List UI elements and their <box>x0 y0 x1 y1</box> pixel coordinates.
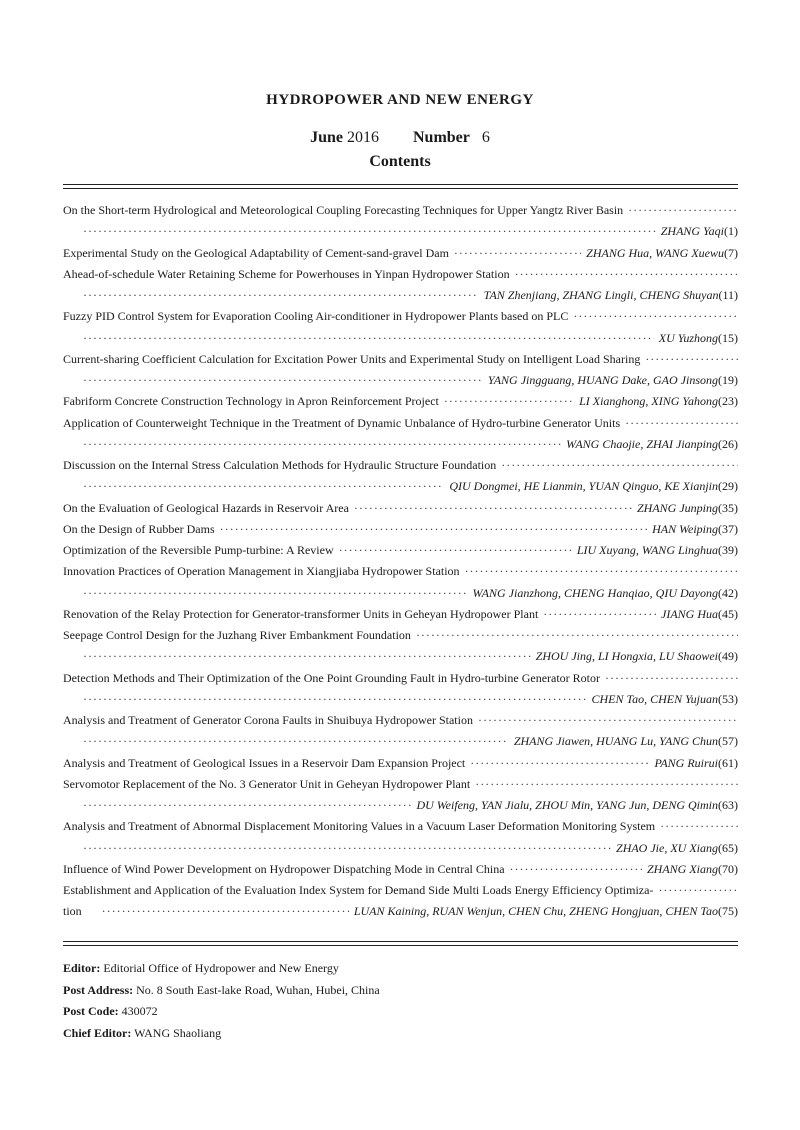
entry-authors: ZHAO Jie, XU Xiang <box>616 840 718 855</box>
leader-dots <box>645 349 738 370</box>
leader-dots <box>465 561 738 582</box>
leader-dots <box>658 880 738 901</box>
entry-authors: YANG Jingguang, HUANG Dake, GAO Jinsong <box>487 373 718 387</box>
toc-entry <box>63 391 738 412</box>
toc-entry <box>63 774 738 817</box>
entry-authors: ZHANG Yaqi <box>660 224 724 239</box>
chief-editor-value: WANG Shaoliang <box>134 1025 222 1040</box>
chief-editor-label: Chief Editor: <box>63 1025 132 1040</box>
entry-title: Servomotor Replacement of the No. 3 Generator Unit in Geheyan Hydropower Plant <box>63 776 471 791</box>
table-of-contents <box>63 200 738 923</box>
entry-authors: DU Weifeng, YAN Jialu, ZHOU Min, YANG Jun, DENG Qimin <box>416 798 718 812</box>
entry-page: (61) <box>718 755 738 770</box>
toc-entry <box>63 625 738 668</box>
entry-title: Fabriform Concrete Construction Technology in Apron Reinforcement Project <box>63 394 439 409</box>
entry-page: (42) <box>718 585 738 600</box>
leader-dots <box>605 668 738 689</box>
toc-entry <box>63 413 738 456</box>
leader-dots <box>83 646 531 667</box>
leader-dots <box>454 243 581 264</box>
bottom-rule <box>63 941 738 942</box>
toc-entry <box>63 540 738 561</box>
entry-authors: LIU Xuyang, WANG Linghua <box>576 543 718 557</box>
entry-title: Current-sharing Coefficient Calculation for Excitation Power Units and Experimental Study on Intelligent Load Sharing <box>63 351 641 366</box>
entry-page: (7) <box>724 245 738 260</box>
entry-authors: ZHANG Jiawen, HUANG Lu, YANG Chun <box>513 734 718 749</box>
leader-dots <box>83 328 654 349</box>
entry-title: On the Short-term Hydrological and Meteorological Coupling Forecasting Techniques for Upper Yangtz River Basin <box>63 203 624 217</box>
leader-dots <box>83 434 561 455</box>
entry-title: Innovation Practices of Operation Management in Xiangjiaba Hydropower Station <box>63 564 460 579</box>
entry-title: Detection Methods and Their Optimization of the One Point Grounding Fault in Hydro-turbine Generator Rotor <box>63 670 601 685</box>
leader-dots <box>515 264 738 285</box>
entry-title: Ahead-of-schedule Water Retaining Scheme for Powerhouses in Yinpan Hydropower Station <box>63 266 510 281</box>
issue-year: 2016 <box>347 129 379 146</box>
entry-page: (39) <box>718 543 738 557</box>
toc-entry <box>63 816 738 859</box>
entry-authors: TAN Zhenjiang, ZHANG Lingli, CHENG Shuyan <box>483 288 719 302</box>
address-value: No. 8 South East-lake Road, Wuhan, Hubei, China <box>136 982 380 997</box>
toc-entry <box>63 604 738 625</box>
entry-title: Application of Counterweight Technique in the Treatment of Dynamic Unbalance of Hydro-turbine Generator Units <box>63 415 621 430</box>
entry-title: Analysis and Treatment of Abnormal Displacement Monitoring Values in a Vacuum Laser Deformation Monitoring System <box>63 819 656 834</box>
entry-authors: QIU Dongmei, HE Lianmin, YUAN Qinguo, KE Xianjin <box>449 479 718 494</box>
toc-entry <box>63 200 738 243</box>
leader-dots <box>660 816 738 837</box>
top-rule-2 <box>63 188 738 189</box>
chief-editor-line <box>63 1023 738 1045</box>
leader-dots <box>354 498 632 519</box>
issue-month: June <box>310 129 343 146</box>
entry-page: (11) <box>718 288 738 302</box>
leader-dots <box>83 476 444 497</box>
editorial-info <box>63 958 738 1044</box>
leader-dots <box>478 710 738 731</box>
bottom-rule-2 <box>63 945 738 946</box>
leader-dots <box>444 391 574 412</box>
entry-authors: WANG Chaojie, ZHAI Jianping <box>566 436 718 451</box>
leader-dots <box>625 413 738 434</box>
entry-page: (53) <box>718 691 738 706</box>
toc-entry <box>63 710 738 753</box>
toc-entry <box>63 859 738 880</box>
entry-authors: LI Xianghong, XING Yahong <box>579 394 718 409</box>
entry-page: (1) <box>724 224 738 239</box>
postcode-value: 430072 <box>121 1004 158 1018</box>
entry-authors: XU Yuzhong <box>658 330 718 345</box>
entry-title: Analysis and Treatment of Geological Issues in a Reservoir Dam Expansion Project <box>63 755 466 770</box>
entry-authors: ZHANG Xiang <box>646 861 718 876</box>
leader-dots <box>501 455 738 476</box>
entry-title: Experimental Study on the Geological Adaptability of Cement-sand-gravel Dam <box>63 245 449 260</box>
entry-page: (35) <box>718 500 738 515</box>
entry-page: (49) <box>718 649 738 664</box>
postcode-line <box>63 1001 738 1023</box>
top-rule <box>63 184 738 185</box>
leader-dots <box>83 838 611 859</box>
toc-entry <box>63 243 738 264</box>
entry-page: (15) <box>718 330 738 345</box>
entry-page: (70) <box>718 861 738 876</box>
leader-dots <box>475 774 738 795</box>
toc-entry <box>63 561 738 604</box>
entry-title: On the Evaluation of Geological Hazards in Reservoir Area <box>63 500 349 515</box>
entry-title: Influence of Wind Power Development on Hydropower Dispatching Mode in Central China <box>63 861 505 876</box>
journal-title: HYDROPOWER AND NEW ENERGY <box>266 92 534 108</box>
leader-dots <box>83 221 656 242</box>
leader-dots <box>543 604 656 625</box>
entry-title: On the Design of Rubber Dams <box>63 521 215 536</box>
editor-value: Editorial Office of Hydropower and New Energy <box>103 961 339 975</box>
entry-authors: JIANG Hua <box>661 606 718 621</box>
toc-entry <box>63 306 738 349</box>
entry-authors: HAN Weiping <box>652 521 718 536</box>
postcode-label: Post Code: <box>63 1004 119 1018</box>
address-label: Post Address: <box>63 982 134 997</box>
entry-authors: LUAN Kaining, RUAN Wenjun, CHEN Chu, ZHENG Hongjuan, CHEN Tao <box>353 904 718 919</box>
toc-entry <box>63 668 738 711</box>
entry-authors: PANG Ruirui <box>654 755 718 770</box>
leader-dots <box>83 731 509 752</box>
entry-title: Establishment and Application of the Evaluation Index System for Demand Side Multi Loads Energy Efficiency Optimiza- <box>63 883 654 897</box>
entry-page: (75) <box>718 904 738 919</box>
contents-title: Contents <box>369 153 431 170</box>
entry-authors: ZHANG Hua, WANG Xuewu <box>586 245 724 260</box>
leader-dots <box>339 540 572 561</box>
leader-dots <box>416 625 738 646</box>
leader-dots <box>83 795 411 816</box>
leader-dots <box>470 753 649 774</box>
editor-label: Editor: <box>63 961 101 975</box>
toc-entry <box>63 455 738 498</box>
entry-title-continued: tion <box>63 904 82 919</box>
entry-page: (65) <box>718 840 738 855</box>
entry-authors: ZHANG Junping <box>637 500 718 515</box>
toc-entry <box>63 880 738 923</box>
leader-dots <box>83 285 479 306</box>
address-line <box>63 980 738 1002</box>
toc-entry <box>63 264 738 307</box>
leader-dots <box>83 370 483 391</box>
entry-page: (63) <box>718 798 738 812</box>
entry-page: (45) <box>718 606 738 621</box>
toc-entry <box>63 349 738 392</box>
entry-title: Fuzzy PID Control System for Evaporation Cooling Air-conditioner in Hydropower Plants based on PLC <box>63 309 569 324</box>
entry-authors: ZHOU Jing, LI Hongxia, LU Shaowei <box>535 649 718 664</box>
entry-title: Optimization of the Reversible Pump-turbine: A Review <box>63 543 334 557</box>
leader-dots <box>220 519 647 540</box>
editor-line <box>63 958 738 980</box>
leader-dots <box>510 859 642 880</box>
leader-dots <box>83 583 468 604</box>
entry-page: (57) <box>718 734 738 749</box>
entry-page: (26) <box>718 436 738 451</box>
leader-dots <box>102 901 349 922</box>
entry-page: (23) <box>718 394 738 409</box>
entry-title: Discussion on the Internal Stress Calculation Methods for Hydraulic Structure Foundation <box>63 458 497 472</box>
entry-page: (37) <box>718 521 738 536</box>
toc-entry <box>63 519 738 540</box>
issue-number-label: Number <box>413 129 470 146</box>
toc-entry <box>63 753 738 774</box>
leader-dots <box>628 200 738 221</box>
entry-authors: CHEN Tao, CHEN Yujuan <box>591 691 718 706</box>
entry-page: (29) <box>718 479 738 494</box>
toc-entry <box>63 498 738 519</box>
issue-number: 6 <box>481 129 490 146</box>
entry-authors: WANG Jianzhong, CHENG Hanqiao, QIU Dayong <box>472 585 718 600</box>
entry-title: Renovation of the Relay Protection for Generator-transformer Units in Geheyan Hydropower Plant <box>63 606 539 621</box>
leader-dots <box>83 689 587 710</box>
entry-title: Seepage Control Design for the Juzhang River Embankment Foundation <box>63 628 411 642</box>
issue-line <box>0 129 800 147</box>
entry-page: (19) <box>718 373 738 387</box>
leader-dots <box>573 306 738 327</box>
entry-title: Analysis and Treatment of Generator Corona Faults in Shuibuya Hydropower Station <box>63 713 473 727</box>
